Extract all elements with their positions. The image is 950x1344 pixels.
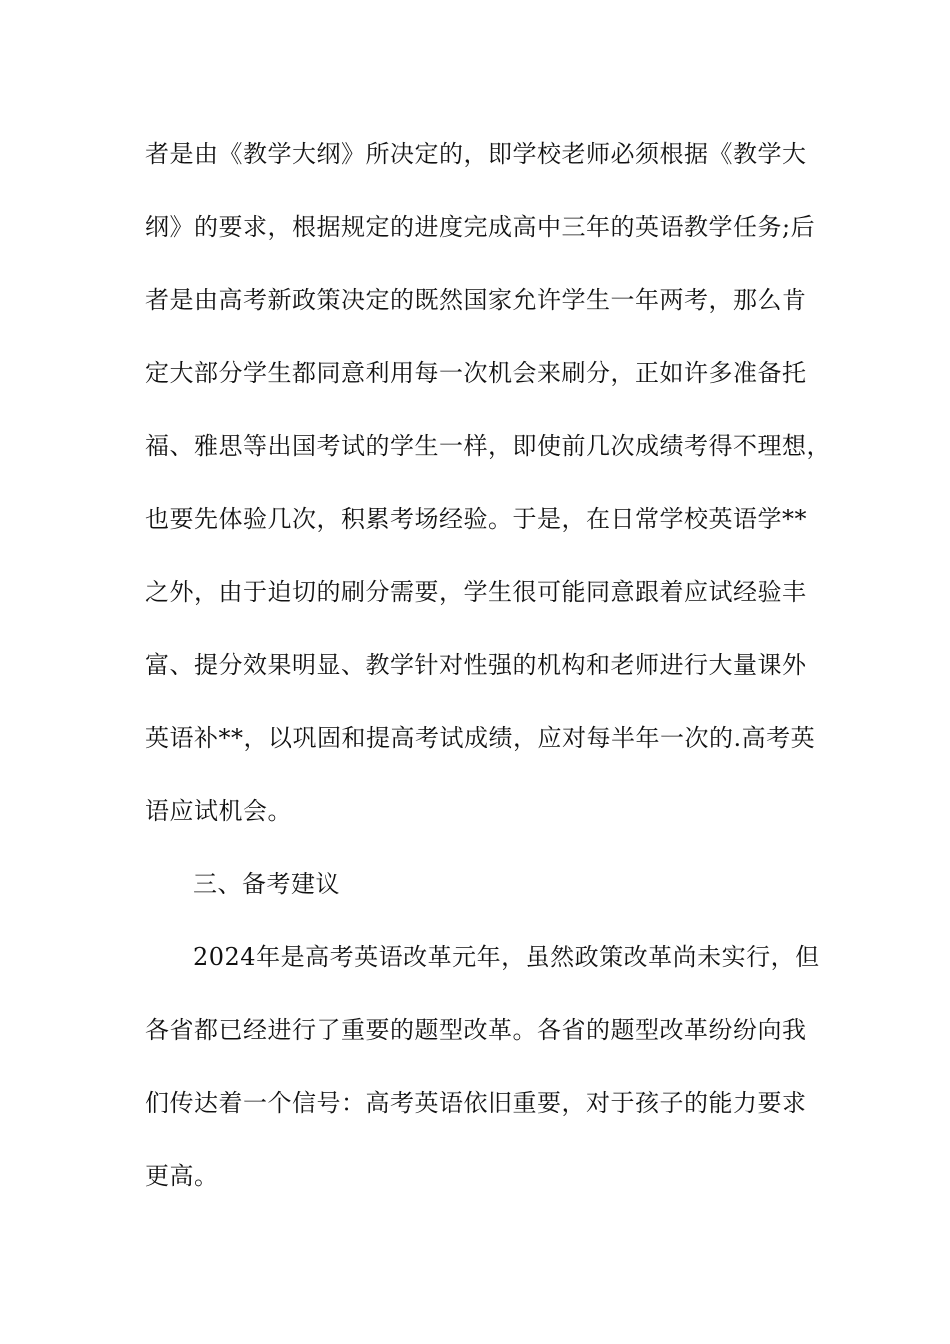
paragraph-2-line-3: 们传达着一个信号：高考英语依旧重要，对于孩子的能力要求: [145, 1089, 807, 1117]
paragraph-2-line-2: 各省都已经进行了重要的题型改革。各省的题型改革纷纷向我: [145, 1016, 807, 1044]
paragraph-1-line-5: 福、雅思等出国考试的学生一样，即使前几次成绩考得不理想，: [145, 432, 831, 460]
paragraph-1-line-8: 富、提分效果明显、教学针对性强的机构和老师进行大量课外: [145, 651, 807, 679]
paragraph-1-line-7: 之外，由于迫切的刷分需要，学生很可能同意跟着应试经验丰: [145, 578, 807, 606]
section-heading: 三、备考建议: [193, 870, 340, 898]
paragraph-2-line-4: 更高。: [145, 1162, 219, 1190]
paragraph-1-line-1: 者是由《教学大纲》所决定的，即学校老师必须根据《教学大: [145, 140, 807, 168]
paragraph-1-line-3: 者是由高考新政策决定的既然国家允许学生一年两考，那么肯: [145, 286, 807, 314]
paragraph-1-line-9: 英语补**，以巩固和提高考试成绩，应对每半年一次的.高考英: [145, 724, 816, 752]
paragraph-1-line-6: 也要先体验几次，积累考场经验。于是，在日常学校英语学**: [145, 505, 807, 533]
paragraph-1-line-4: 定大部分学生都同意利用每一次机会来刷分，正如许多准备托: [145, 359, 807, 387]
paragraph-2-line-1: 2024年是高考英语改革元年，虽然政策改革尚未实行，但: [193, 943, 820, 971]
paragraph-1-line-2: 纲》的要求，根据规定的进度完成高中三年的英语教学任务;后: [145, 213, 816, 241]
paragraph-1-line-10: 语应试机会。: [145, 797, 292, 825]
